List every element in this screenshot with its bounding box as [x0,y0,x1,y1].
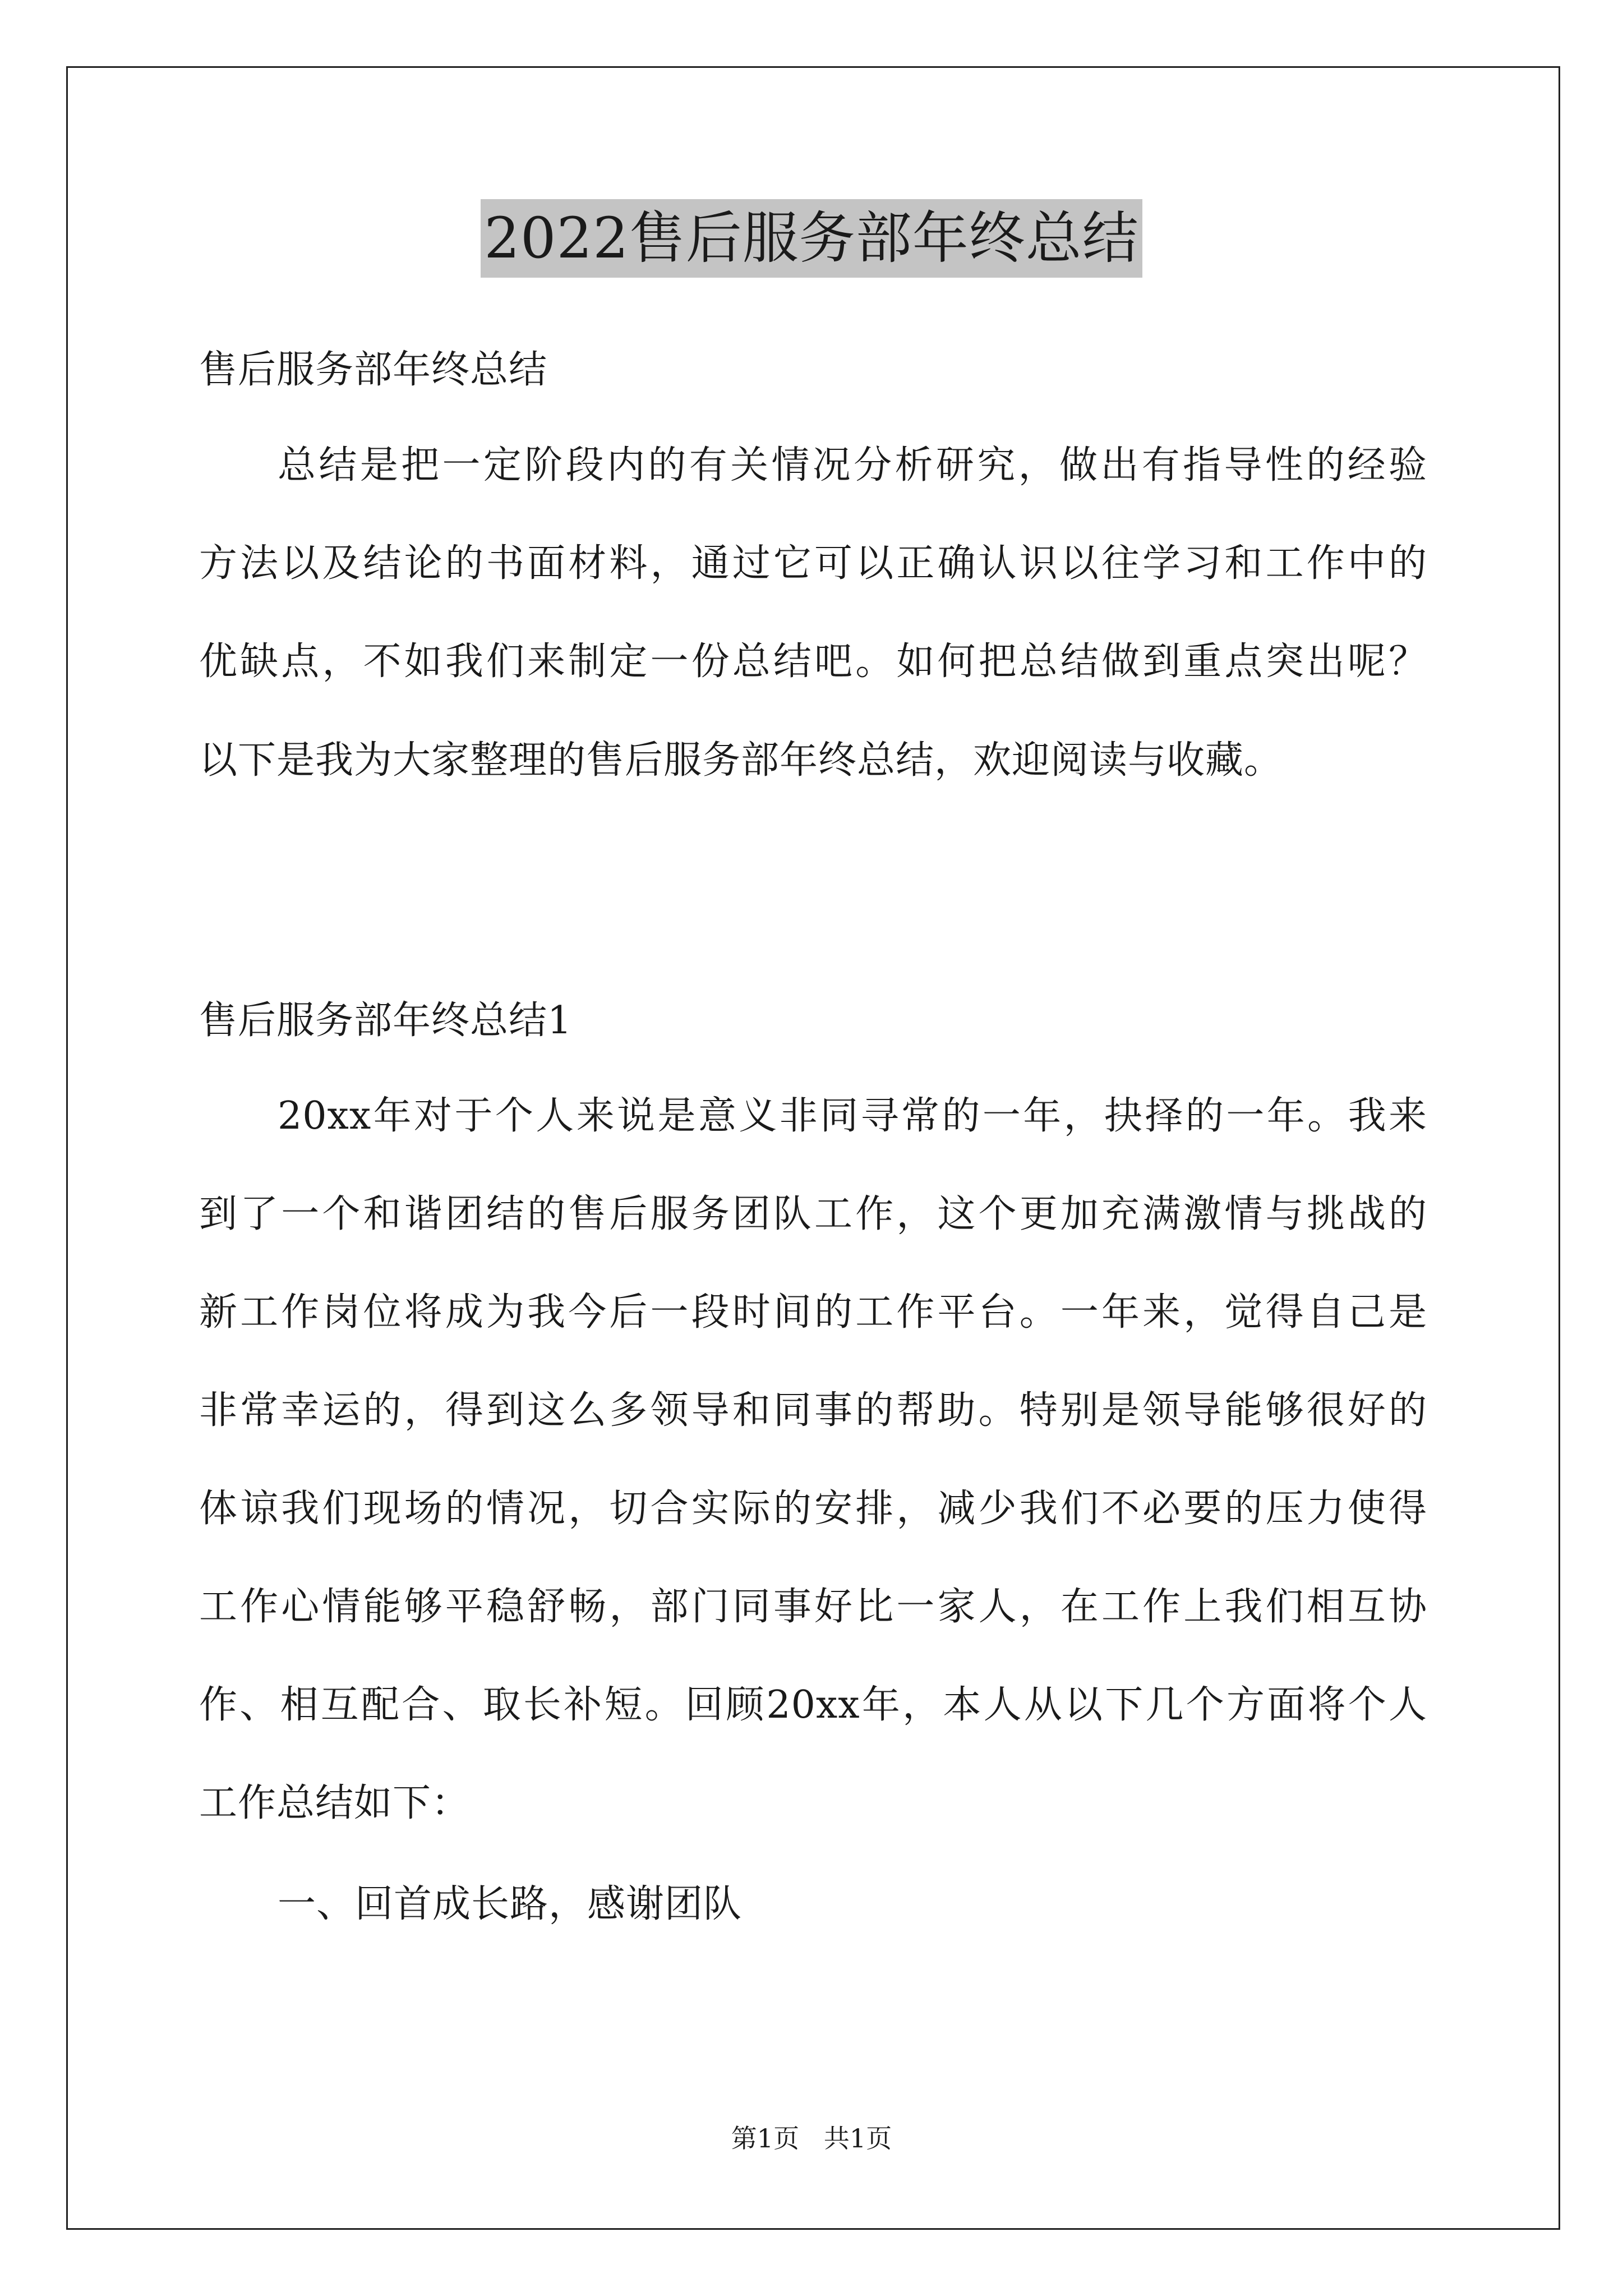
section-paragraph-line: 体谅我们现场的情况，切合实际的安排，减少我们不必要的压力使得 [199,1487,1427,1531]
section-paragraph-line: 到了一个和谐团结的售后服务团队工作，这个更加充满激情与挑战的 [199,1192,1427,1236]
intro-heading: 售后服务部年终总结 [199,348,548,392]
intro-paragraph-line: 以下是我为大家整理的售后服务部年终总结，欢迎阅读与收藏。 [199,738,1283,783]
section-paragraph-line: 工作总结如下： [199,1781,471,1825]
section-paragraph-line: 新工作岗位将成为我今后一段时间的工作平台。一年来，觉得自己是 [199,1290,1427,1335]
intro-paragraph-line: 总结是把一定阶段内的有关情况分析研究，做出有指导性的经验 [278,443,1427,487]
section-paragraph-line: 非常幸运的，得到这么多领导和同事的帮助。特别是领导能够很好的 [199,1388,1427,1433]
section-paragraph-line: 工作心情能够平稳舒畅，部门同事好比一家人，在工作上我们相互协 [199,1585,1427,1629]
intro-paragraph-line: 方法以及结论的书面材料，通过它可以正确认识以往学习和工作中的 [199,541,1427,586]
document-title: 2022售后服务部年终总结 [481,199,1142,278]
section-heading: 售后服务部年终总结1 [199,999,573,1043]
intro-paragraph-line: 优缺点，不如我们来制定一份总结吧。如何把总结做到重点突出呢？ [199,639,1427,684]
title-block [0,199,1623,278]
section-paragraph-line: 20xx年对于个人来说是意义非同寻常的一年，抉择的一年。我来 [278,1094,1427,1138]
subheading: 一、回首成长路，感谢团队 [278,1882,743,1926]
section-paragraph-line: 作、相互配合、取长补短。回顾20xx年，本人从以下几个方面将个人 [199,1683,1427,1727]
page-footer: 第1页 共1页 [731,2123,892,2154]
